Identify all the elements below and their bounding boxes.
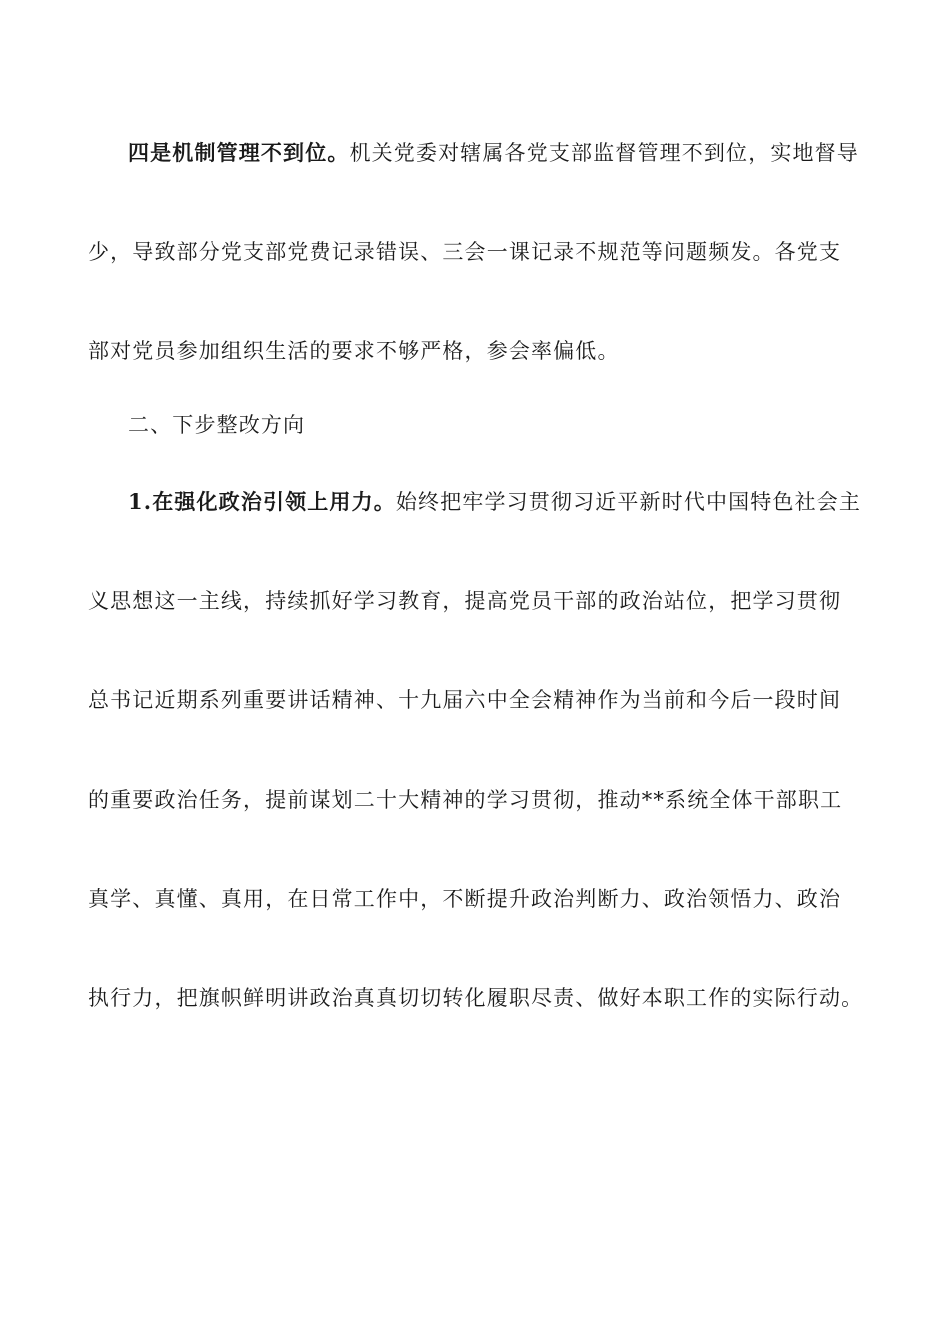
paragraph-line: 的重要政治任务，提前谋划二十大精神的学习贯彻，推动**系统全体干部职工: [88, 788, 843, 812]
paragraph-line: [128, 139, 868, 167]
paragraph-line: 真学、真懂、真用，在日常工作中，不断提升政治判断力、政治领悟力、政治: [88, 887, 842, 911]
paragraph-line: [128, 488, 868, 516]
paragraph-line: 义思想这一主线，持续抓好学习教育，提高党员干部的政治站位，把学习贯彻: [88, 589, 842, 613]
section-heading: 二、下步整改方向: [128, 413, 306, 437]
paragraph-line: 部对党员参加组织生活的要求不够严格，参会率偏低。: [88, 339, 620, 363]
paragraph-lead: 1.在强化政治引领上用力。: [128, 489, 396, 514]
paragraph-text: 机关党委对辖属各党支部监督管理不到位，实地督导: [349, 141, 859, 165]
paragraph-text: 始终把牢学习贯彻习近平新时代中国特色社会主: [395, 490, 862, 514]
paragraph-line: 总书记近期系列重要讲话精神、十九届六中全会精神作为当前和今后一段时间: [88, 688, 842, 712]
paragraph-line: 少，导致部分党支部党费记录错误、三会一课记录不规范等问题频发。各党支: [88, 240, 842, 264]
paragraph-lead: 四是机制管理不到位。: [128, 140, 350, 165]
paragraph-line: 执行力，把旗帜鲜明讲政治真真切切转化履职尽责、做好本职工作的实际行动。: [88, 986, 864, 1010]
